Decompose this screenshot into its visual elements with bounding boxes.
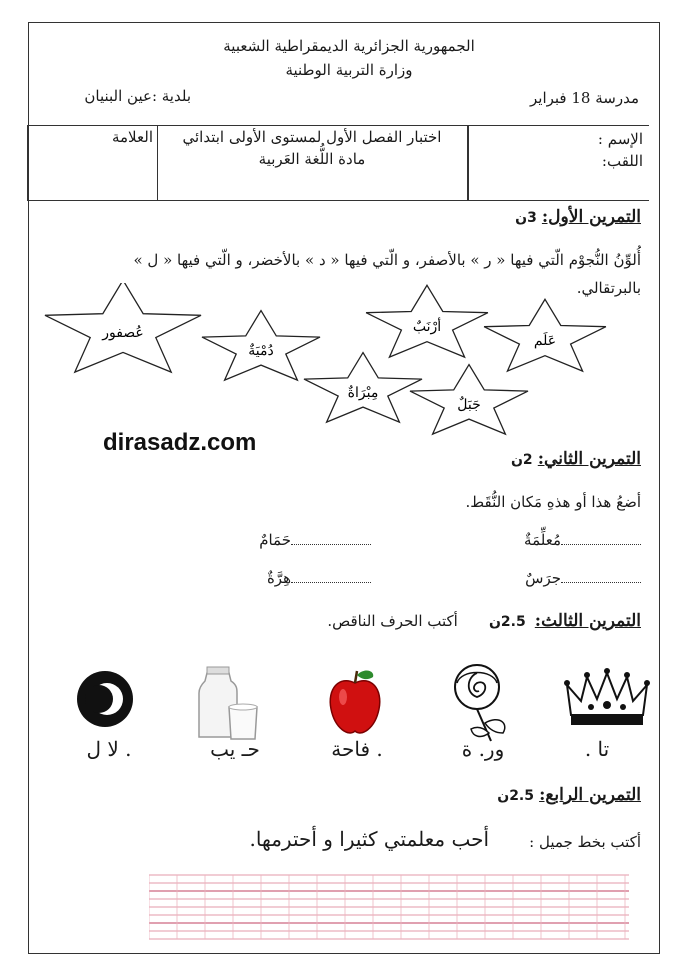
- exam-title-cell: [157, 125, 469, 201]
- picture-word-5: . لا ل: [86, 737, 132, 761]
- picture-word-4: حـ يب: [210, 737, 260, 761]
- fill-blank[interactable]: [561, 532, 641, 545]
- fill-word: جرَسٌ: [525, 569, 561, 587]
- exercise1-title: التمرين الأول:: [541, 207, 641, 227]
- student-info-box: [29, 125, 659, 203]
- exercise4-instruction: أكتب بخط جميل :: [529, 833, 641, 851]
- pictures-row: [29, 663, 659, 743]
- ministry-header: وزارة التربية الوطنية: [285, 61, 413, 79]
- exercise2-points: 2ن: [510, 452, 533, 468]
- star-word: عَلَم: [533, 333, 557, 349]
- fill-item-4: [189, 569, 371, 587]
- exercise4-heading: [329, 785, 641, 805]
- picture-word-3: . فاحة: [331, 737, 383, 761]
- apple-icon: [330, 671, 380, 733]
- fill-blank[interactable]: [291, 570, 371, 583]
- exam-subject: مادة اللُّغة العَربية: [258, 150, 366, 168]
- grade-cell: [27, 125, 159, 201]
- name-label: الإسم :: [597, 130, 643, 148]
- model-sentence: أحب معلمتي كثيرا و أحترمها.: [249, 827, 489, 851]
- fill-item-1: [459, 531, 641, 549]
- stars-area: [29, 283, 659, 443]
- handwriting-lines[interactable]: [149, 873, 629, 941]
- crescent-icon: [77, 671, 133, 727]
- fill-blank[interactable]: [561, 570, 641, 583]
- rose-icon: [455, 665, 505, 741]
- star-word: جَبَلٌ: [457, 397, 481, 413]
- exercise3-title: التمرين الثالث:: [534, 611, 641, 631]
- fill-word: هِرَّةٌ: [266, 569, 291, 587]
- exercise4-points: 2.5ن: [497, 788, 534, 804]
- fill-blank[interactable]: [291, 532, 371, 545]
- exercise3-instruction: أكتب الحرف الناقص.: [327, 612, 458, 630]
- name-cell: [467, 125, 649, 201]
- exercise1-heading: [329, 207, 641, 227]
- exercise2-instruction: أضعُ هذا أو هذهِ مَكان النُّقَط.: [465, 493, 641, 511]
- republic-header: الجمهورية الجزائرية الديمقراطية الشعبية: [223, 37, 475, 55]
- exercise4-title: التمرين الرابع:: [539, 785, 641, 805]
- grade-label: العلامة: [111, 128, 153, 146]
- picture-word-2: ور. ة: [461, 737, 505, 761]
- exercise1-instruction: أُلوِّنُ النُّجوْم الّتي فيها « ر » بالأصفر، و الّتي فيها « د » بالأخضر، و الّتي فيها « ل »: [133, 251, 641, 269]
- picture-word-1: تا .: [584, 737, 610, 761]
- star-word: دُمْيَةٌ: [248, 343, 274, 359]
- exercise3-points: 2.5ن: [488, 614, 526, 630]
- crown-icon: [564, 668, 650, 725]
- surname-label: اللقب:: [601, 152, 643, 170]
- municipality-name: بلدية :عين البنيان: [84, 87, 191, 105]
- fill-word: حَمَامٌ: [259, 531, 291, 549]
- star-word: أرْنَبٌ: [412, 319, 442, 335]
- exercise1-instruction-cont: بالبرتقالي.: [576, 279, 641, 297]
- watermark-text: dirasadz.com: [103, 429, 257, 456]
- star-word: عُصفور: [102, 325, 144, 341]
- milk-icon: [199, 667, 257, 739]
- school-name: مدرسة 18 فبراير: [530, 89, 639, 107]
- fill-word: مُعلِّمَةٌ: [524, 531, 561, 549]
- exam-title: اختبار الفصل الأول لمستوى الأولى ابتدائي: [182, 128, 442, 146]
- exercise3-heading: [289, 611, 641, 631]
- exercise1-points: 3ن: [515, 210, 537, 226]
- fill-item-3: [459, 569, 641, 587]
- exam-sheet: [28, 22, 660, 954]
- exercise2-heading: [329, 449, 641, 469]
- star-word: مِبْرَاةٌ: [347, 385, 379, 401]
- exercise2-title: التمرين الثاني:: [537, 449, 641, 469]
- fill-item-2: [189, 531, 371, 549]
